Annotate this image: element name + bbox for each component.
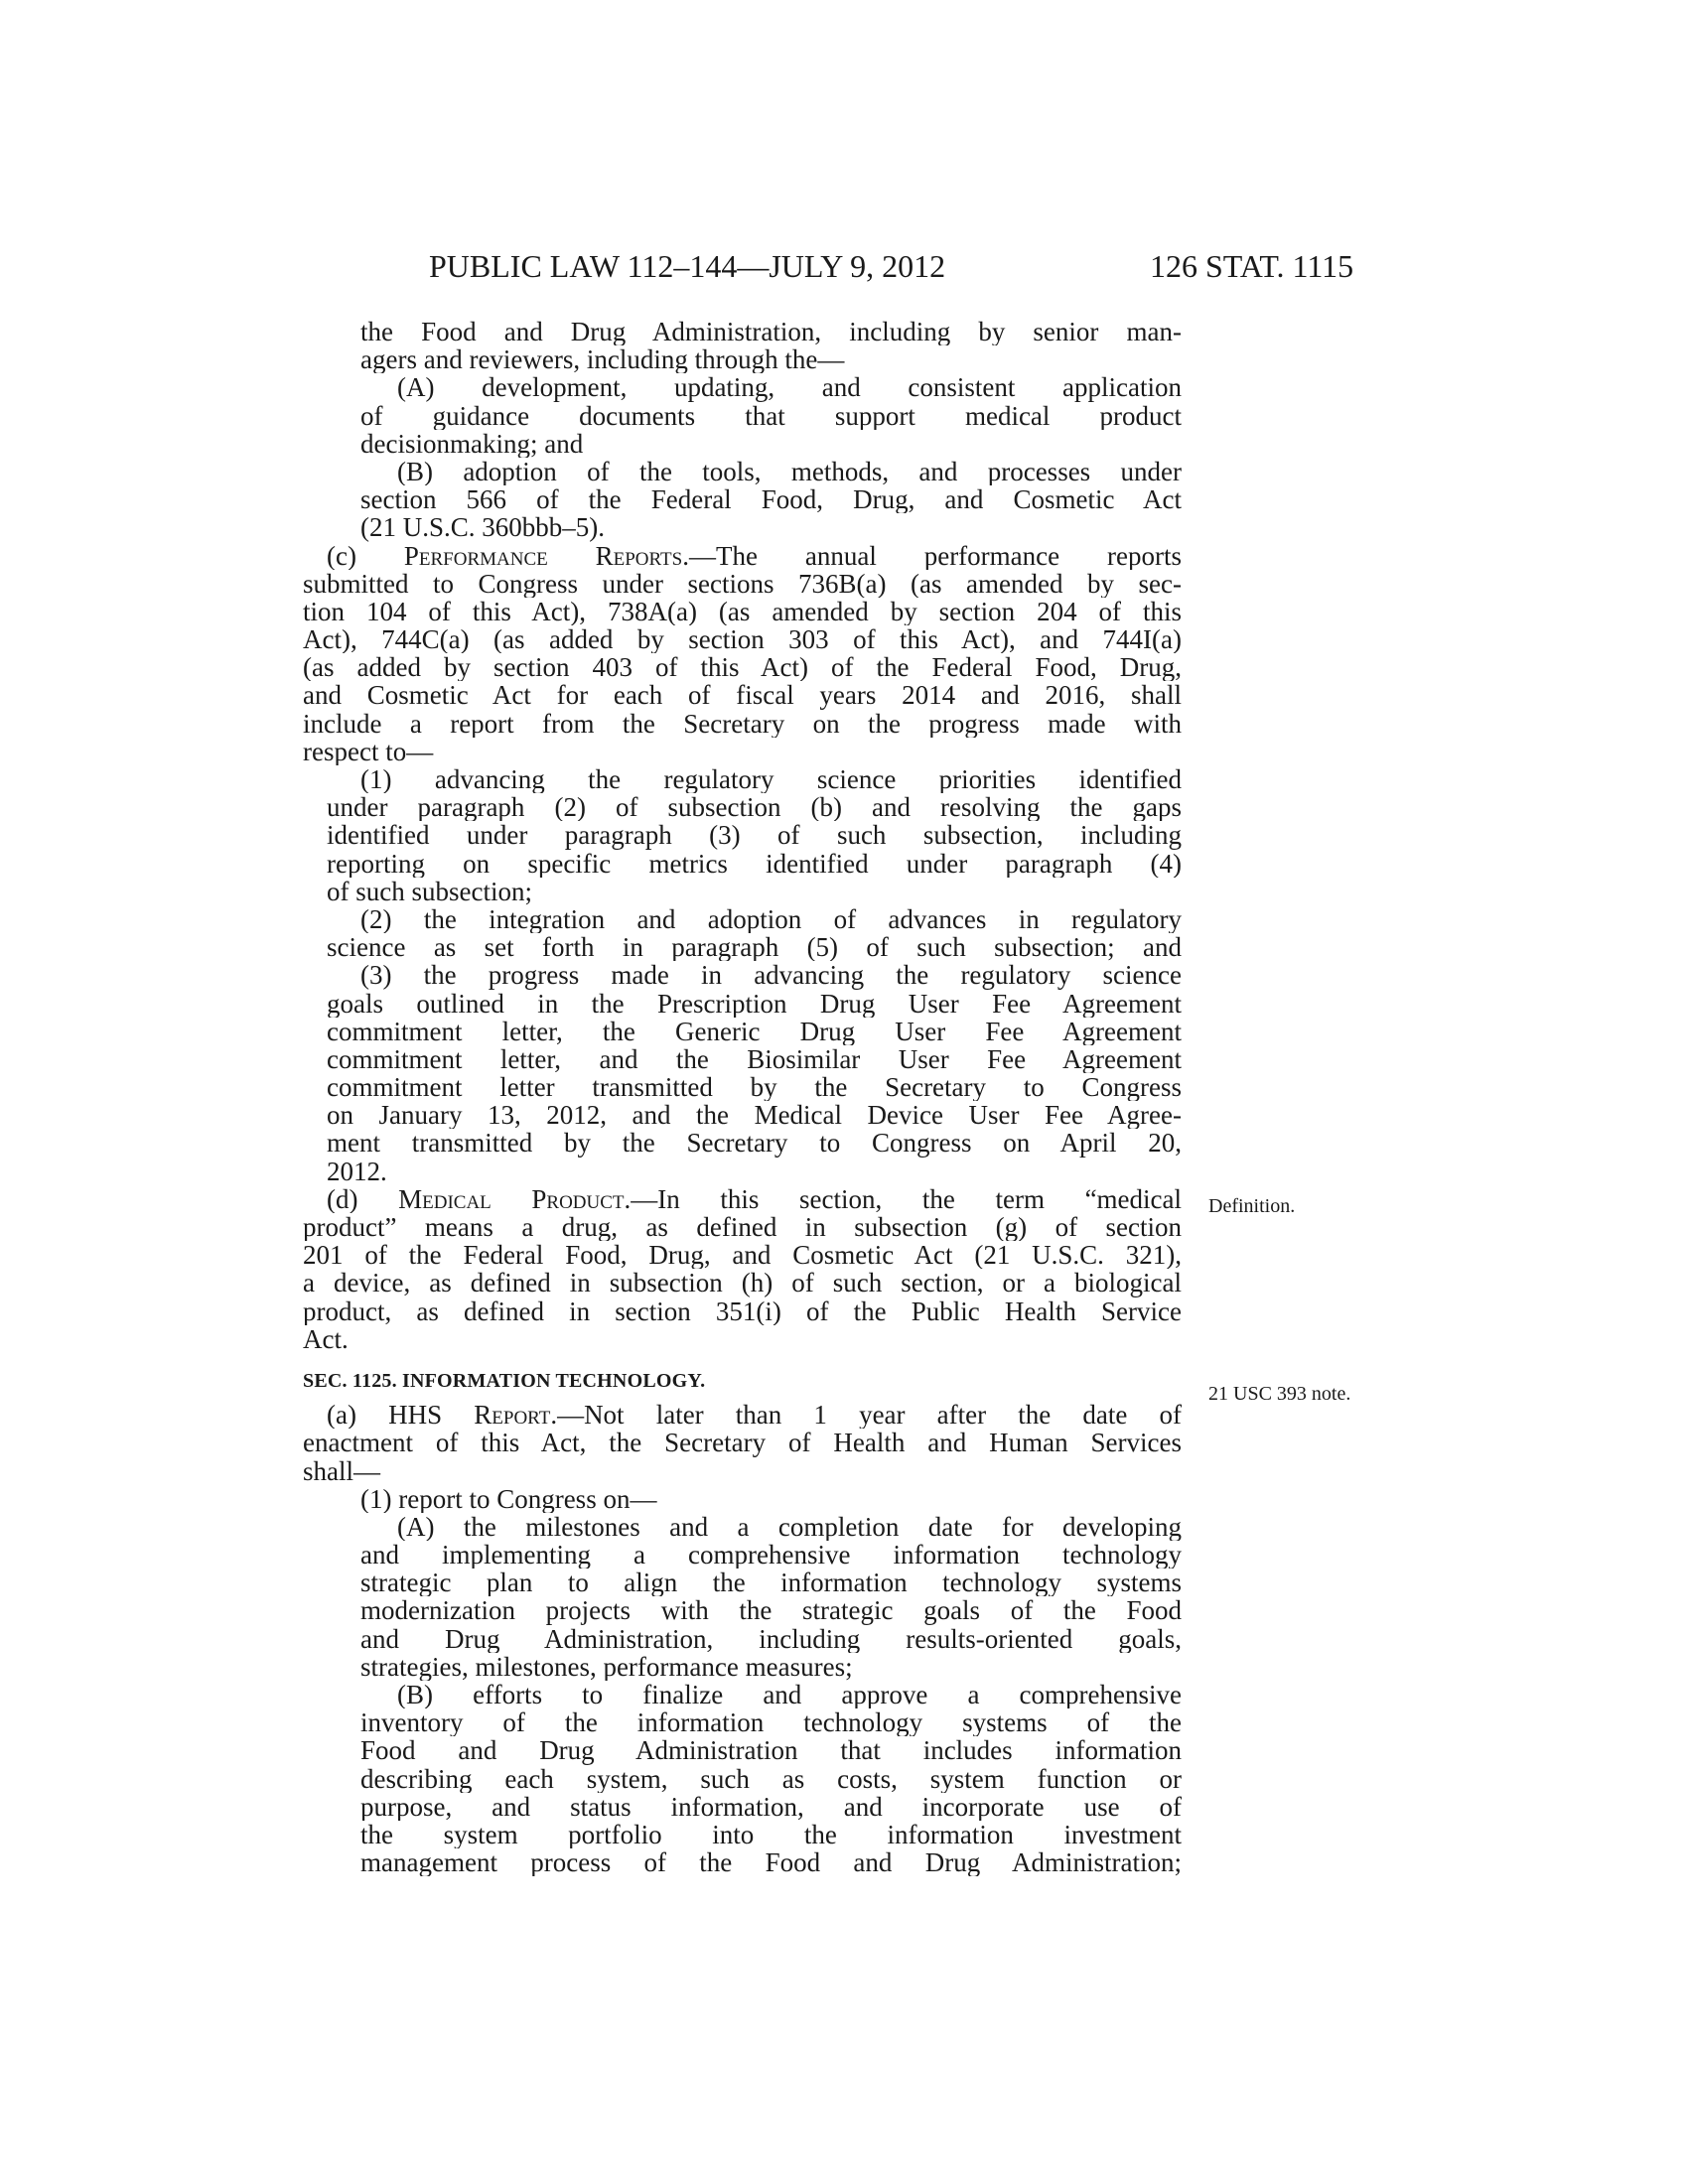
paragraph-1-line: (1) report to Congress on—	[360, 1484, 657, 1513]
margin-note-usc-citation: 21 USC 393 note.	[1208, 1383, 1351, 1405]
text-line: describing each system, such as costs, system function or	[360, 1764, 1182, 1793]
text-line: ment transmitted by the Secretary to Congress on April 20,	[327, 1129, 1182, 1158]
subsection-d-text: .—In this section, the term “medical	[624, 1184, 1182, 1213]
subsection-c-first-line	[303, 542, 1182, 570]
text-line: enactment of this Act, the Secretary of Health and Human Services	[303, 1429, 1182, 1457]
subparagraph-b-line: (B) efforts to finalize and approve a comprehensive	[397, 1681, 1182, 1709]
text-line: identified under paragraph (3) of such subsection, including	[327, 821, 1182, 850]
subsection-a-text: .—Not later than 1 year after the date of	[550, 1401, 1182, 1430]
subsection-c-label: (c)	[327, 541, 404, 570]
text-line: the system portfolio into the information investment	[360, 1820, 1182, 1849]
text-line: and Cosmetic Act for each of fiscal years 2014 and 2016, shall	[303, 681, 1182, 710]
text-line: section 566 of the Federal Food, Drug, and Cosmetic Act	[360, 485, 1182, 514]
text-line: product, as defined in section 351(i) of the Public Health Service	[303, 1297, 1182, 1325]
text-line: reporting on specific metrics identified under paragraph (4)	[327, 849, 1182, 878]
subsection-a-label: (a) HHS	[327, 1401, 475, 1430]
text-line: commitment letter transmitted by the Secretary to Congress	[327, 1073, 1182, 1102]
text-line: goals outlined in the Prescription Drug User Fee Agreement	[327, 989, 1182, 1018]
text-line: decisionmaking; and	[360, 429, 584, 458]
text-line: include a report from the Secretary on the progress made with	[303, 709, 1182, 738]
text-line: submitted to Congress under sections 736B(a) (as amended by sec-	[303, 569, 1182, 598]
text-line: respect to—	[303, 737, 434, 765]
subparagraph-a-line: (A) the milestones and a completion date for developing	[397, 1512, 1182, 1542]
text-line: the Food and Drug Administration, including by senior man-	[360, 318, 1182, 346]
text-line: Act.	[303, 1324, 349, 1353]
text-line: Act), 744C(a) (as added by section 303 of this Act), and 744I(a)	[303, 625, 1182, 654]
text-line: and implementing a comprehensive information technology	[360, 1541, 1182, 1570]
text-line: strategic plan to align the information technology systems	[360, 1569, 1182, 1597]
subsection-d-label: (d)	[327, 1184, 399, 1213]
text-line: under paragraph (2) of subsection (b) and resolving the gaps	[327, 793, 1182, 822]
text-line: shall—	[303, 1456, 380, 1485]
text-line: (as added by section 403 of this Act) of the Federal Food, Drug,	[303, 653, 1182, 682]
subsection-a-first-line	[303, 1401, 1182, 1429]
text-line: purpose, and status information, and incorporate use of	[360, 1792, 1182, 1821]
text-line: agers and reviewers, including through the—	[360, 345, 845, 374]
paragraph-3-line: (3) the progress made in advancing the regulatory science	[360, 961, 1182, 990]
text-line: tion 104 of this Act), 738A(a) (as amended by section 204 of this	[303, 597, 1182, 626]
text-line: of guidance documents that support medical product	[360, 401, 1182, 430]
text-line: (B) adoption of the tools, methods, and processes under	[397, 457, 1182, 486]
text-line: on January 13, 2012, and the Medical Device User Fee Agree-	[327, 1101, 1182, 1130]
text-line: 2012.	[327, 1157, 387, 1185]
text-line: (A) development, updating, and consistent application	[397, 373, 1182, 402]
section-title: SEC. 1125. INFORMATION TECHNOLOGY.	[303, 1369, 706, 1392]
text-line: inventory of the information technology systems of the	[360, 1708, 1182, 1737]
margin-note-definition: Definition.	[1208, 1195, 1296, 1217]
text-line: modernization projects with the strategic goals of the Food	[360, 1596, 1182, 1625]
text-line: commitment letter, and the Biosimilar User Fee Agreement	[327, 1044, 1182, 1074]
paragraph-2-line: (2) the integration and adoption of advances in regulatory	[360, 904, 1182, 934]
text-line: and Drug Administration, including results-oriented goals,	[360, 1624, 1182, 1653]
text-line: Food and Drug Administration that includes information	[360, 1736, 1182, 1765]
text-line: a device, as defined in subsection (h) of such section, or a biological	[303, 1269, 1182, 1297]
subsection-d-heading: Medical Product	[398, 1184, 625, 1213]
page-body	[303, 318, 1182, 1876]
subsection-c-text: .—The annual performance reports	[682, 541, 1182, 570]
text-line: commitment letter, the Generic Drug User Fee Agreement	[327, 1017, 1182, 1045]
subsection-d-first-line	[303, 1185, 1182, 1213]
running-header-title: PUBLIC LAW 112–144—JULY 9, 2012	[429, 248, 946, 284]
subsection-c-heading: Performance Reports	[403, 541, 683, 570]
text-line: of such subsection;	[327, 877, 532, 905]
text-line: science as set forth in paragraph (5) of such subsection; and	[327, 933, 1182, 962]
text-line: strategies, milestones, performance measures;	[360, 1652, 853, 1681]
subsection-a-heading: Report	[474, 1401, 551, 1430]
text-line: management process of the Food and Drug Administration;	[360, 1848, 1182, 1877]
running-header-page: 126 STAT. 1115	[1150, 248, 1354, 284]
text-line: 201 of the Federal Food, Drug, and Cosmetic Act (21 U.S.C. 321),	[303, 1241, 1182, 1270]
text-line: product” means a drug, as defined in subsection (g) of section	[303, 1213, 1182, 1242]
text-line: (21 U.S.C. 360bbb–5).	[360, 513, 606, 542]
paragraph-1-line: (1) advancing the regulatory science priorities identified	[360, 765, 1182, 794]
